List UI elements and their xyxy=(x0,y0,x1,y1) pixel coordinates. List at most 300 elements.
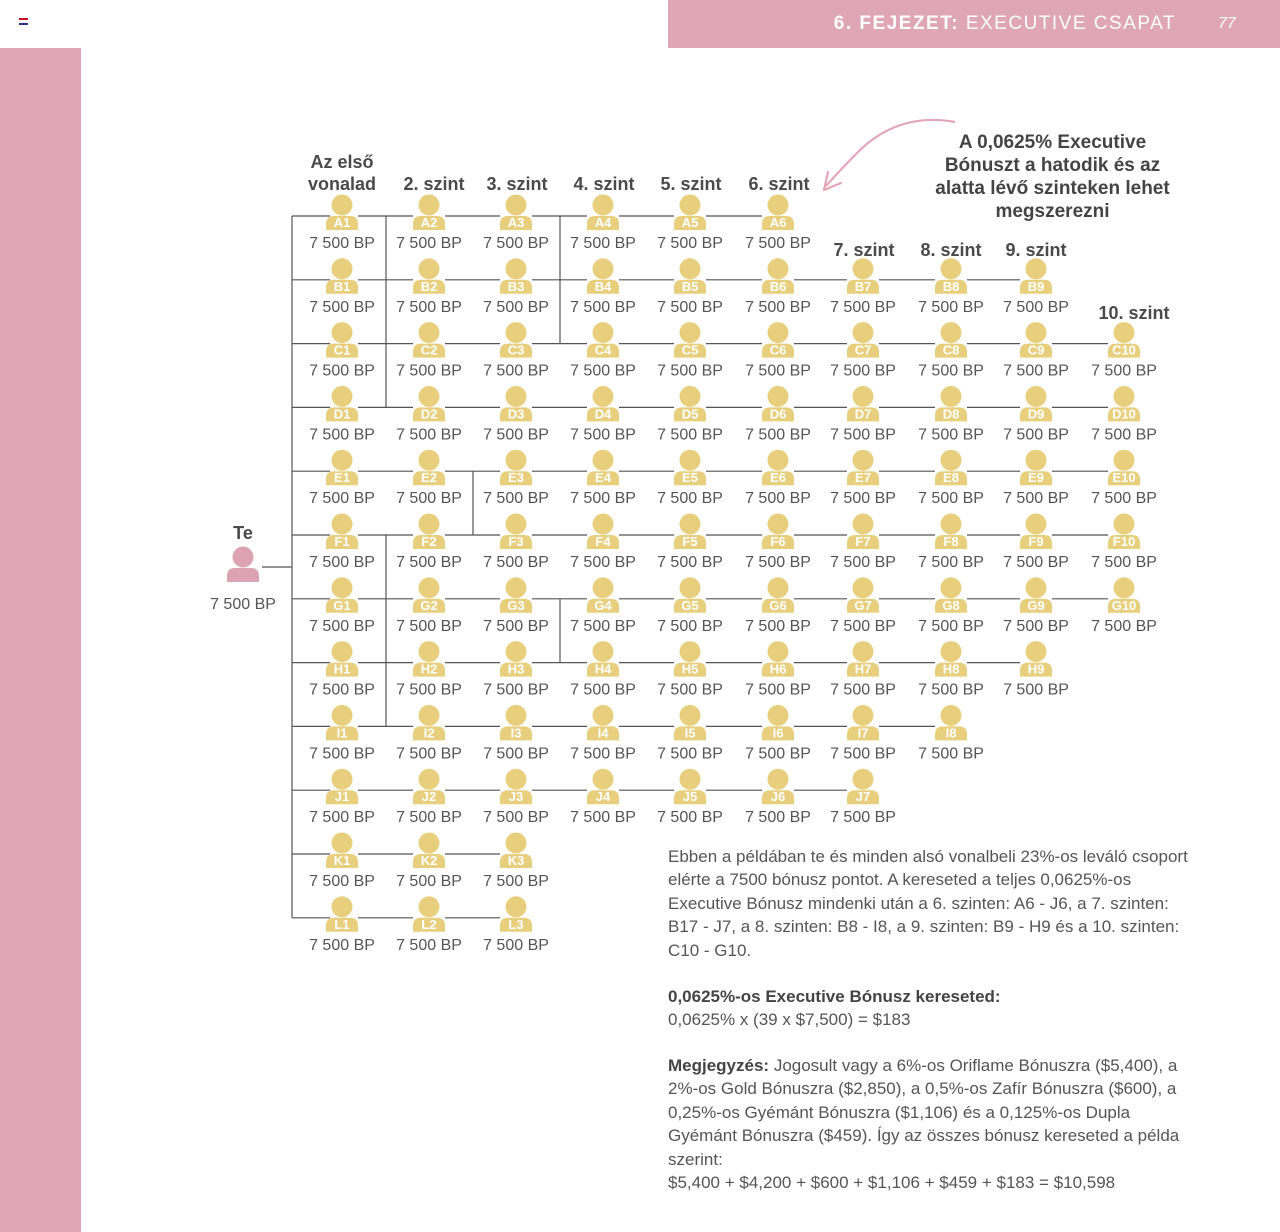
member-code: B1 xyxy=(333,278,351,294)
person-head xyxy=(853,641,874,662)
earnings-section xyxy=(668,985,1188,1032)
member-bp: 7 500 BP xyxy=(483,554,549,571)
chapter-number: 6. FEJEZET: xyxy=(833,13,960,34)
member-code: C5 xyxy=(681,342,699,358)
member-bp: 7 500 BP xyxy=(657,554,723,571)
member-code: H4 xyxy=(594,661,612,677)
person-head xyxy=(332,641,353,662)
person-head xyxy=(941,514,962,535)
person-head xyxy=(680,322,701,343)
person-head xyxy=(941,386,962,407)
level-heading-7: 7. szint xyxy=(833,240,895,260)
member-code: F6 xyxy=(770,534,786,549)
person-head xyxy=(1114,514,1135,535)
person-head xyxy=(233,547,254,568)
member-code: E4 xyxy=(595,470,611,486)
member-code: D8 xyxy=(942,406,960,422)
note-title: Megjegyzés: xyxy=(668,1056,770,1075)
person-head xyxy=(1114,577,1135,598)
member-code: F9 xyxy=(1028,534,1044,549)
member-code: H8 xyxy=(942,661,960,677)
member-code: C1 xyxy=(333,342,351,358)
member-bp: 7 500 BP xyxy=(657,362,723,380)
member-bp: 7 500 BP xyxy=(1003,490,1069,508)
person-head xyxy=(768,386,789,407)
member-bp: 7 500 BP xyxy=(483,426,549,444)
member-bp: 7 500 BP xyxy=(309,554,375,571)
member-bp: 7 500 BP xyxy=(830,426,896,444)
level-heading-2: 2. szint xyxy=(403,174,465,194)
person-head xyxy=(853,769,874,790)
member-bp: 7 500 BP xyxy=(745,362,811,380)
member-bp: 7 500 BP xyxy=(483,362,549,380)
member-bp: 7 500 BP xyxy=(396,809,462,827)
person-head xyxy=(419,705,440,726)
member-bp: 7 500 BP xyxy=(830,681,896,699)
person-head xyxy=(506,386,527,407)
person-head xyxy=(332,450,353,471)
level-heading-6: 6. szint xyxy=(748,174,810,194)
person-head xyxy=(593,769,614,790)
member-code: F1 xyxy=(334,534,350,549)
total-line: $5,400 + $4,200 + $600 + $1,106 + $459 + $183 = $10,598 xyxy=(668,1173,1116,1193)
person-head xyxy=(680,258,701,279)
person-head xyxy=(1114,386,1135,407)
member-code: C3 xyxy=(507,342,525,358)
person-head xyxy=(332,386,353,407)
member-code: I7 xyxy=(857,725,869,741)
member-code: J1 xyxy=(334,789,350,805)
person-head xyxy=(506,258,527,279)
member-bp: 7 500 BP xyxy=(396,617,462,635)
level-heading-1b: vonalad xyxy=(307,174,377,194)
member-bp: 7 500 BP xyxy=(1091,490,1157,508)
member-code: H7 xyxy=(854,661,872,677)
person-head xyxy=(1026,386,1047,407)
person-head xyxy=(680,577,701,598)
member-bp: 7 500 BP xyxy=(570,554,636,571)
member-code: I8 xyxy=(945,725,957,741)
person-head xyxy=(680,641,701,662)
member-code: H9 xyxy=(1027,661,1045,677)
member-bp: 7 500 BP xyxy=(483,235,549,252)
person-head xyxy=(768,322,789,343)
member-bp: 7 500 BP xyxy=(1003,362,1069,380)
member-bp: 7 500 BP xyxy=(657,235,723,252)
member-bp: 7 500 BP xyxy=(396,554,462,571)
person-head xyxy=(941,577,962,598)
member-code: B4 xyxy=(594,278,612,294)
member-code: B8 xyxy=(942,278,960,294)
person-head xyxy=(680,514,701,535)
person-head xyxy=(680,769,701,790)
person-head xyxy=(506,705,527,726)
member-bp: 7 500 BP xyxy=(570,298,636,316)
person-head xyxy=(1026,450,1047,471)
member-bp: 7 500 BP xyxy=(657,298,723,316)
member-code: E9 xyxy=(1028,470,1044,486)
level-heading-10: 10. szint xyxy=(1098,303,1170,323)
member-code: C10 xyxy=(1112,342,1136,358)
member-bp: 7 500 BP xyxy=(745,554,811,571)
member-code: E10 xyxy=(1112,470,1136,486)
member-bp: 7 500 BP xyxy=(1003,681,1069,699)
member-code: I5 xyxy=(684,725,696,741)
member-code: H5 xyxy=(681,661,699,677)
member-bp: 7 500 BP xyxy=(745,235,811,252)
member-code: G4 xyxy=(594,597,612,613)
member-bp: 7 500 BP xyxy=(309,873,375,890)
person-head xyxy=(853,450,874,471)
person-head xyxy=(768,195,789,216)
member-code: G6 xyxy=(769,597,787,613)
member-bp: 7 500 BP xyxy=(570,235,636,252)
person-head xyxy=(853,386,874,407)
person-head xyxy=(332,514,353,535)
member-code: D5 xyxy=(681,406,699,422)
member-code: F10 xyxy=(1112,534,1136,549)
member-code: H6 xyxy=(769,661,787,677)
member-bp: 7 500 BP xyxy=(570,490,636,508)
member-code: J5 xyxy=(682,789,698,805)
level-heading-9: 9. szint xyxy=(1005,240,1067,260)
member-code: D7 xyxy=(854,406,872,422)
member-bp: 7 500 BP xyxy=(570,809,636,827)
member-code: L1 xyxy=(334,916,350,932)
person-head xyxy=(768,450,789,471)
member-code: K3 xyxy=(507,853,525,868)
member-code: J7 xyxy=(855,789,871,805)
level-heading-1a: Az első xyxy=(310,152,374,172)
person-head xyxy=(853,258,874,279)
member-code: A1 xyxy=(333,215,351,230)
member-code: E5 xyxy=(682,470,698,486)
person-head xyxy=(593,705,614,726)
member-bp: 7 500 BP xyxy=(918,426,984,444)
person-head xyxy=(332,896,353,917)
member-code: F5 xyxy=(682,534,698,549)
person-head xyxy=(506,322,527,343)
member-code: D2 xyxy=(420,406,438,422)
member-code: E6 xyxy=(770,470,786,486)
person-head xyxy=(419,769,440,790)
member-code: A3 xyxy=(507,215,525,230)
person-head xyxy=(680,705,701,726)
root-bp: 7 500 BP xyxy=(210,596,276,613)
person-head xyxy=(419,258,440,279)
member-bp: 7 500 BP xyxy=(918,490,984,508)
member-bp: 7 500 BP xyxy=(830,298,896,316)
person-head xyxy=(680,195,701,216)
person-head xyxy=(419,577,440,598)
person-head xyxy=(332,769,353,790)
member-code: G10 xyxy=(1111,597,1137,613)
member-bp: 7 500 BP xyxy=(1003,617,1069,635)
member-bp: 7 500 BP xyxy=(657,745,723,763)
person-head xyxy=(506,514,527,535)
person-head xyxy=(1114,322,1135,343)
person-head xyxy=(506,577,527,598)
person-head xyxy=(1026,577,1047,598)
member-bp: 7 500 BP xyxy=(309,809,375,827)
person-head xyxy=(419,641,440,662)
member-code: G2 xyxy=(420,597,438,613)
member-code: A2 xyxy=(420,215,438,230)
member-bp: 7 500 BP xyxy=(396,490,462,508)
person-head xyxy=(332,258,353,279)
root-label: Te xyxy=(233,523,253,543)
member-code: F3 xyxy=(508,534,524,549)
member-bp: 7 500 BP xyxy=(918,554,984,571)
member-code: L2 xyxy=(421,916,437,932)
member-bp: 7 500 BP xyxy=(483,490,549,508)
member-bp: 7 500 BP xyxy=(918,745,984,763)
person-head xyxy=(506,769,527,790)
member-bp: 7 500 BP xyxy=(745,426,811,444)
member-bp: 7 500 BP xyxy=(570,745,636,763)
person-head xyxy=(419,896,440,917)
member-code: L3 xyxy=(508,916,524,932)
person-head xyxy=(941,450,962,471)
person-head xyxy=(853,514,874,535)
member-bp: 7 500 BP xyxy=(918,298,984,316)
member-bp: 7 500 BP xyxy=(396,681,462,699)
member-bp: 7 500 BP xyxy=(483,809,549,827)
member-bp: 7 500 BP xyxy=(657,681,723,699)
member-code: B5 xyxy=(681,278,699,294)
member-bp: 7 500 BP xyxy=(309,681,375,699)
member-bp: 7 500 BP xyxy=(570,426,636,444)
person-head xyxy=(593,258,614,279)
member-bp: 7 500 BP xyxy=(657,490,723,508)
member-bp: 7 500 BP xyxy=(396,298,462,316)
member-code: E2 xyxy=(421,470,437,486)
member-bp: 7 500 BP xyxy=(830,490,896,508)
member-bp: 7 500 BP xyxy=(396,235,462,252)
member-code: D9 xyxy=(1027,406,1045,422)
member-code: B3 xyxy=(507,278,525,294)
member-bp: 7 500 BP xyxy=(918,681,984,699)
person-head xyxy=(506,833,527,854)
member-bp: 7 500 BP xyxy=(309,617,375,635)
member-code: I2 xyxy=(423,725,435,741)
person-head xyxy=(768,769,789,790)
member-bp: 7 500 BP xyxy=(396,745,462,763)
member-code: A4 xyxy=(594,215,612,230)
member-code: I6 xyxy=(772,725,784,741)
person-head xyxy=(1026,641,1047,662)
example-paragraph: Ebben a példában te és minden alsó vonalbeli 23%-os leváló csoport elérte a 7500 bónusz pontot. A kereseted a teljes 0,0625%-os Executive Bónusz mindenki után a 6. szinten: A6 - J6, a 7. szinten: B17 - J7, a 8. szinten: B8 - I8, a 9. szinten: B9 - H9 és a 10. szinten: C10 - G10. xyxy=(668,847,1188,960)
member-code: B9 xyxy=(1027,278,1045,294)
person-head xyxy=(332,833,353,854)
page-number: 77 xyxy=(1218,15,1236,32)
member-bp: 7 500 BP xyxy=(657,426,723,444)
person-head xyxy=(680,450,701,471)
person-head xyxy=(853,577,874,598)
member-code: G8 xyxy=(942,597,960,613)
member-code: C4 xyxy=(594,342,612,358)
member-code: G9 xyxy=(1027,597,1045,613)
member-code: B2 xyxy=(420,278,438,294)
member-bp: 7 500 BP xyxy=(1003,426,1069,444)
person-head xyxy=(1026,514,1047,535)
member-code: K2 xyxy=(420,853,438,868)
note-section xyxy=(668,1054,1188,1194)
member-code: E1 xyxy=(334,470,350,486)
member-code: H1 xyxy=(333,661,351,677)
member-bp: 7 500 BP xyxy=(745,617,811,635)
person-head xyxy=(332,577,353,598)
person-head xyxy=(593,577,614,598)
person-head xyxy=(593,195,614,216)
earnings-formula: 0,0625% x (39 x $7,500) = $183 xyxy=(668,1010,911,1030)
level-heading-8: 8. szint xyxy=(920,240,982,260)
earnings-title: 0,0625%-os Executive Bónusz kereseted: xyxy=(668,987,1001,1006)
member-code: G7 xyxy=(854,597,872,613)
member-code: C6 xyxy=(769,342,787,358)
person-head xyxy=(419,386,440,407)
member-bp: 7 500 BP xyxy=(830,362,896,380)
member-code: F2 xyxy=(421,534,437,549)
person-head xyxy=(941,322,962,343)
person-head xyxy=(506,450,527,471)
member-bp: 7 500 BP xyxy=(483,745,549,763)
member-code: D6 xyxy=(769,406,787,422)
person-head xyxy=(593,386,614,407)
person-head xyxy=(1026,322,1047,343)
member-bp: 7 500 BP xyxy=(396,362,462,380)
person-head xyxy=(941,258,962,279)
member-code: I1 xyxy=(336,725,348,741)
member-bp: 7 500 BP xyxy=(309,362,375,380)
note-text: Jogosult vagy a 6%-os Oriflame Bónuszra ($5,400), a 2%-os Gold Bónuszra ($2,850), a 0,5%-os Zafír Bónuszra ($600), a 0,25%-os Gyémánt Bónuszra ($1,106) és a 0,125%-os Dupla Gyémánt Bónuszra ($459). Így az összes bónusz kereseted a példa szerint: xyxy=(668,1056,1180,1169)
member-bp: 7 500 BP xyxy=(745,490,811,508)
member-bp: 7 500 BP xyxy=(570,681,636,699)
person-head xyxy=(332,705,353,726)
level-heading-5: 5. szint xyxy=(660,174,722,194)
member-bp: 7 500 BP xyxy=(918,362,984,380)
chapter-name: EXECUTIVE CSAPAT xyxy=(959,13,1176,34)
person-head xyxy=(419,833,440,854)
level-six-callout: A 0,0625% Executive Bónuszt a hatodik és az alatta lévő szinteken lehet megszerezni xyxy=(935,132,1170,222)
member-bp: 7 500 BP xyxy=(745,681,811,699)
member-code: F8 xyxy=(943,534,959,549)
member-bp: 7 500 BP xyxy=(1091,362,1157,380)
member-code: I4 xyxy=(597,725,609,741)
member-bp: 7 500 BP xyxy=(830,745,896,763)
level-heading-3: 3. szint xyxy=(486,174,548,194)
member-code: F4 xyxy=(595,534,611,549)
member-bp: 7 500 BP xyxy=(309,298,375,316)
member-code: H2 xyxy=(420,661,438,677)
member-code: C7 xyxy=(854,342,872,358)
person-head xyxy=(853,705,874,726)
member-bp: 7 500 BP xyxy=(483,873,549,890)
person-head xyxy=(593,641,614,662)
member-bp: 7 500 BP xyxy=(570,362,636,380)
member-bp: 7 500 BP xyxy=(309,235,375,252)
person-head xyxy=(680,386,701,407)
member-bp: 7 500 BP xyxy=(830,809,896,827)
member-code: I3 xyxy=(510,725,522,741)
member-bp: 7 500 BP xyxy=(918,617,984,635)
member-bp: 7 500 BP xyxy=(309,745,375,763)
person-head xyxy=(768,514,789,535)
person-head xyxy=(768,577,789,598)
member-code: D1 xyxy=(333,406,351,422)
person-head xyxy=(1114,450,1135,471)
member-code: J6 xyxy=(770,789,786,805)
person-head xyxy=(768,641,789,662)
member-bp: 7 500 BP xyxy=(745,298,811,316)
member-bp: 7 500 BP xyxy=(657,809,723,827)
person-head xyxy=(593,514,614,535)
person-head xyxy=(593,322,614,343)
member-code: B7 xyxy=(854,278,872,294)
member-bp: 7 500 BP xyxy=(1091,617,1157,635)
member-code: F7 xyxy=(855,534,871,549)
member-code: B6 xyxy=(769,278,787,294)
member-bp: 7 500 BP xyxy=(830,554,896,571)
member-code: D3 xyxy=(507,406,525,422)
member-bp: 7 500 BP xyxy=(745,809,811,827)
person-head xyxy=(853,322,874,343)
member-bp: 7 500 BP xyxy=(483,617,549,635)
member-code: H3 xyxy=(507,661,525,677)
member-bp: 7 500 BP xyxy=(830,617,896,635)
level-heading-4: 4. szint xyxy=(573,174,635,194)
member-bp: 7 500 BP xyxy=(570,617,636,635)
person-head xyxy=(506,641,527,662)
member-code: A5 xyxy=(681,215,699,230)
person-head xyxy=(506,896,527,917)
member-bp: 7 500 BP xyxy=(396,873,462,890)
member-code: G1 xyxy=(333,597,351,613)
callout-arrow-head xyxy=(824,172,841,190)
member-bp: 7 500 BP xyxy=(396,426,462,444)
person-head xyxy=(1026,258,1047,279)
member-bp: 7 500 BP xyxy=(483,936,549,954)
member-code: K1 xyxy=(333,853,351,868)
member-code: D10 xyxy=(1112,406,1136,422)
person-head xyxy=(768,705,789,726)
member-code: D4 xyxy=(594,406,612,422)
person-head xyxy=(332,322,353,343)
member-code: J2 xyxy=(421,789,437,805)
person-head xyxy=(419,322,440,343)
member-bp: 7 500 BP xyxy=(396,936,462,954)
member-code: E7 xyxy=(855,470,871,486)
person-head xyxy=(419,450,440,471)
person-head xyxy=(332,195,353,216)
root-you-node xyxy=(227,547,259,583)
member-code: J3 xyxy=(508,789,524,805)
member-bp: 7 500 BP xyxy=(1091,554,1157,571)
member-code: C8 xyxy=(942,342,960,358)
member-bp: 7 500 BP xyxy=(1003,554,1069,571)
member-code: A6 xyxy=(769,215,787,230)
person-head xyxy=(419,195,440,216)
member-bp: 7 500 BP xyxy=(309,936,375,954)
person-head xyxy=(419,514,440,535)
member-bp: 7 500 BP xyxy=(745,745,811,763)
member-code: C9 xyxy=(1027,342,1045,358)
member-code: G5 xyxy=(681,597,699,613)
member-code: J4 xyxy=(595,789,611,805)
member-bp: 7 500 BP xyxy=(483,298,549,316)
person-head xyxy=(941,641,962,662)
person-head xyxy=(593,450,614,471)
